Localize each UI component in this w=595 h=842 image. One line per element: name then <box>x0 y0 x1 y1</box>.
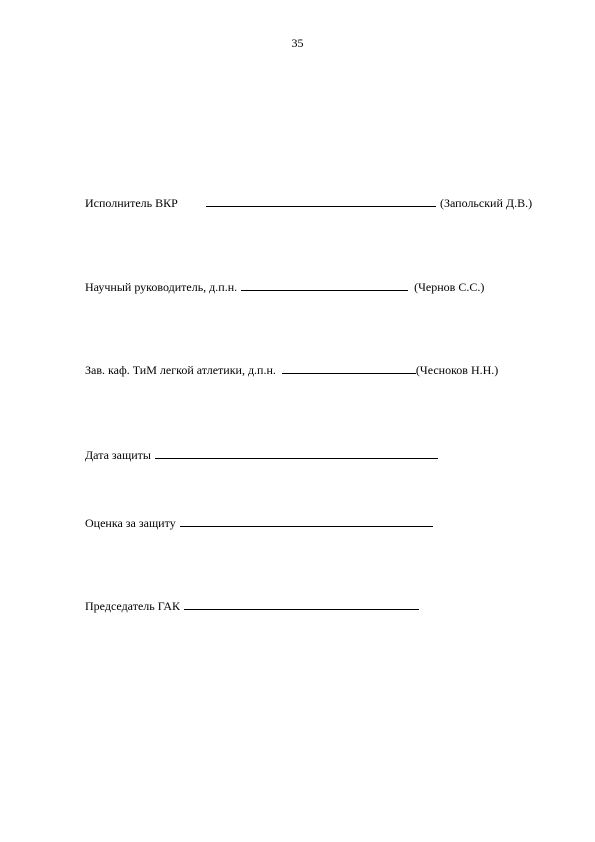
defense-grade-label: Оценка за защиту <box>85 516 176 530</box>
chairman-label: Председатель ГАК <box>85 599 181 613</box>
supervisor-name: (Чернов С.С.) <box>414 280 485 294</box>
chairman-signature-line <box>85 598 419 613</box>
defense-date-blank[interactable] <box>155 447 438 459</box>
supervisor-role-label: Научный руководитель, д.п.н. <box>85 280 238 294</box>
executor-role-label: Исполнитель ВКР <box>85 196 178 210</box>
department-head-signature-line <box>85 362 498 377</box>
supervisor-signature-blank[interactable] <box>241 279 408 291</box>
department-head-name: (Чесноков Н.Н.) <box>415 363 499 377</box>
page-number: 35 <box>291 36 304 50</box>
defense-grade-line <box>85 515 433 530</box>
department-head-signature-blank[interactable] <box>282 362 416 374</box>
defense-date-label: Дата защиты <box>85 448 151 462</box>
executor-signature-blank[interactable] <box>206 195 436 207</box>
executor-signature-line <box>85 195 532 210</box>
defense-date-line <box>85 447 438 462</box>
defense-grade-blank[interactable] <box>180 515 433 527</box>
department-head-role-label: Зав. каф. ТиМ легкой атлетики, д.п.н. <box>85 363 276 377</box>
chairman-signature-blank[interactable] <box>184 598 419 610</box>
supervisor-signature-line <box>85 279 484 294</box>
executor-name: (Запольский Д.В.) <box>440 196 533 210</box>
